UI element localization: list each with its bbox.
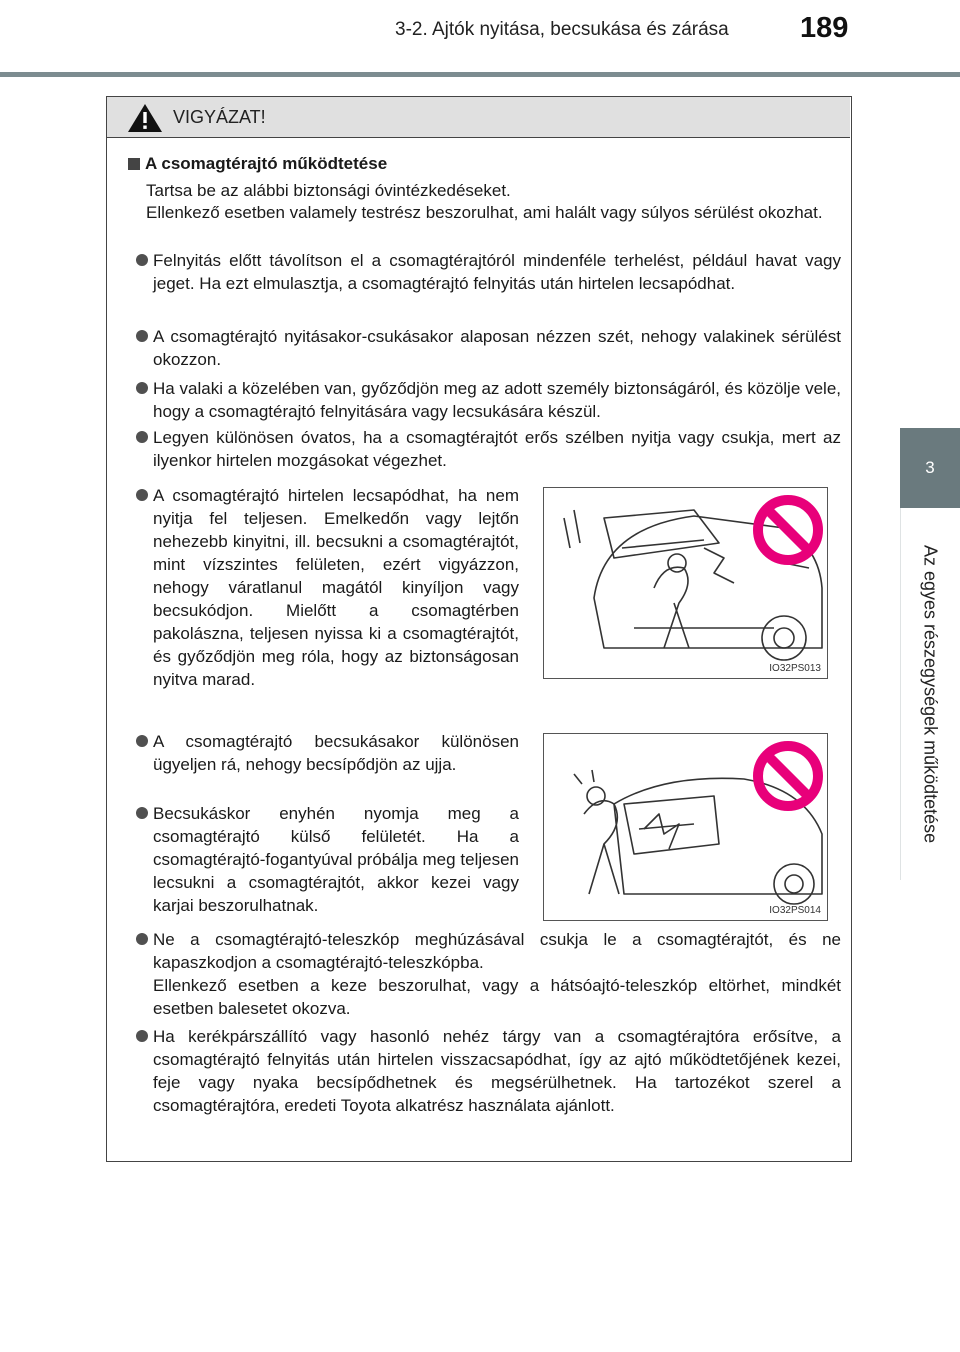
bullet-item — [153, 928, 841, 1020]
chapter-title-text: Az egyes részegységek működtetése — [920, 544, 941, 844]
bullet-dot-icon — [136, 807, 148, 819]
chapter-tab-number: 3 — [900, 428, 960, 508]
bullet-text: A csomagtérajtó nyitásakor-csukásakor alaposan nézzen szét, nehogy valakinek sérülést okozzon. — [153, 327, 841, 369]
prohibited-icon — [752, 740, 824, 812]
bullet-text: Legyen különösen óvatos, ha a csomagtérajtót erős szélben nyitja vagy csukja, mert az ilyenkor hirtelen mozgásokat végezhet. — [153, 428, 841, 470]
section-title: 3-2. Ajtók nyitása, becsukása és zárása — [395, 19, 729, 40]
header-divider — [0, 72, 960, 77]
bullet-dot-icon — [136, 330, 148, 342]
figure-tailgate-pinch — [543, 733, 828, 921]
figure-code: IO32PS014 — [769, 905, 821, 916]
bullet-item — [153, 426, 841, 472]
bullet-dot-icon — [136, 933, 148, 945]
intro-line: Ellenkező esetben valamely testrész beszorulhat, ami halált vagy súlyos sérülést okozhat. — [146, 203, 823, 222]
intro-line: Tartsa be az alábbi biztonsági óvintézkedéseket. — [146, 181, 511, 200]
bullet-text: Ha kerékpárszállító vagy hasonló nehéz tárgy van a csomagtérajtóra erősítve, a csomagtérajtó felnyitás után hirtelen visszacsapódhat, így az ajtó működtetőjének kezei, feje vagy nyaka becsípődhetnek és megsérülhetnek. Ha tartozékot szerel a csomagtérajtóra, eredeti Toyota alkatrész használata ajánlott. — [153, 1027, 841, 1115]
chapter-title — [900, 508, 960, 880]
warning-triangle-icon — [127, 103, 163, 133]
section-heading — [128, 154, 387, 174]
figure-tailgate-falling — [543, 487, 828, 679]
section-heading-text: A csomagtérajtó működtetése — [145, 154, 388, 173]
bullet-dot-icon — [136, 489, 148, 501]
bullet-extra-text: Ellenkező esetben a keze beszorulhat, vagy a hátsóajtó-teleszkóp eltörhet, mindkét esetben balesetet okozva. — [153, 976, 841, 1018]
bullet-text: A csomagtérajtó becsukásakor különösen ügyeljen rá, nehogy becsípődjön az ujja. — [153, 732, 519, 774]
bullet-dot-icon — [136, 431, 148, 443]
bullet-text: Felnyitás előtt távolítson el a csomagtérajtóról mindenféle terhelést, például havat vagy jeget. Ha ezt elmulasztja, a csomagtérajtó felnyitás után hirtelen lecsapódhat. — [153, 251, 841, 293]
bullet-dot-icon — [136, 1030, 148, 1042]
bullet-item — [153, 377, 841, 423]
bullet-text: A csomagtérajtó hirtelen lecsapódhat, ha nem nyitja fel teljesen. Emelkedőn vagy lejtőn nehezebb kinyitni, ill. becsukni a csomagtérajtót, mint vízszintes felületen, ezért vigyázzon, nehogy váratlanul magától kinyíljon vagy becsukódjon. Mielőtt a csomagtérben pakolászna, teljesen nyissa ki a csomagtérajtót, és győződjön meg róla, hogy az biztonságosan nyitva marad. — [153, 486, 519, 689]
bullet-text: Ne a csomagtérajtó-teleszkóp meghúzásával csukja le a csomagtérajtót, és ne kapaszkodjon a csomagtérajtó-teleszkópba. — [153, 930, 841, 972]
bullet-dot-icon — [136, 735, 148, 747]
page-number: 189 — [800, 12, 849, 44]
bullet-item — [153, 325, 841, 371]
bullet-item — [153, 484, 519, 691]
bullet-item — [153, 249, 841, 295]
warning-label: VIGYÁZAT! — [173, 107, 266, 127]
bullet-item — [153, 730, 519, 776]
bullet-text: Becsukáskor enyhén nyomja meg a csomagtérajtó külső felületét. Ha a csomagtérajtó-fogantyúval próbálja meg teljesen lecsukni a csomagtérajtót, akkor kezei vagy karjai beszorulhatnak. — [153, 804, 519, 915]
bullet-text: Ha valaki a közelében van, győződjön meg az adott személy biztonságáról, és közölje vele, hogy a csomagtérajtó felnyitására vagy lecsukására készül. — [153, 379, 841, 421]
square-bullet-icon — [128, 158, 140, 170]
prohibited-icon — [752, 494, 824, 566]
bullet-item — [153, 802, 519, 917]
warning-header — [107, 97, 850, 138]
figure-code: IO32PS013 — [769, 663, 821, 674]
bullet-dot-icon — [136, 254, 148, 266]
bullet-dot-icon — [136, 382, 148, 394]
intro-text — [146, 180, 838, 224]
bullet-item — [153, 1025, 841, 1117]
